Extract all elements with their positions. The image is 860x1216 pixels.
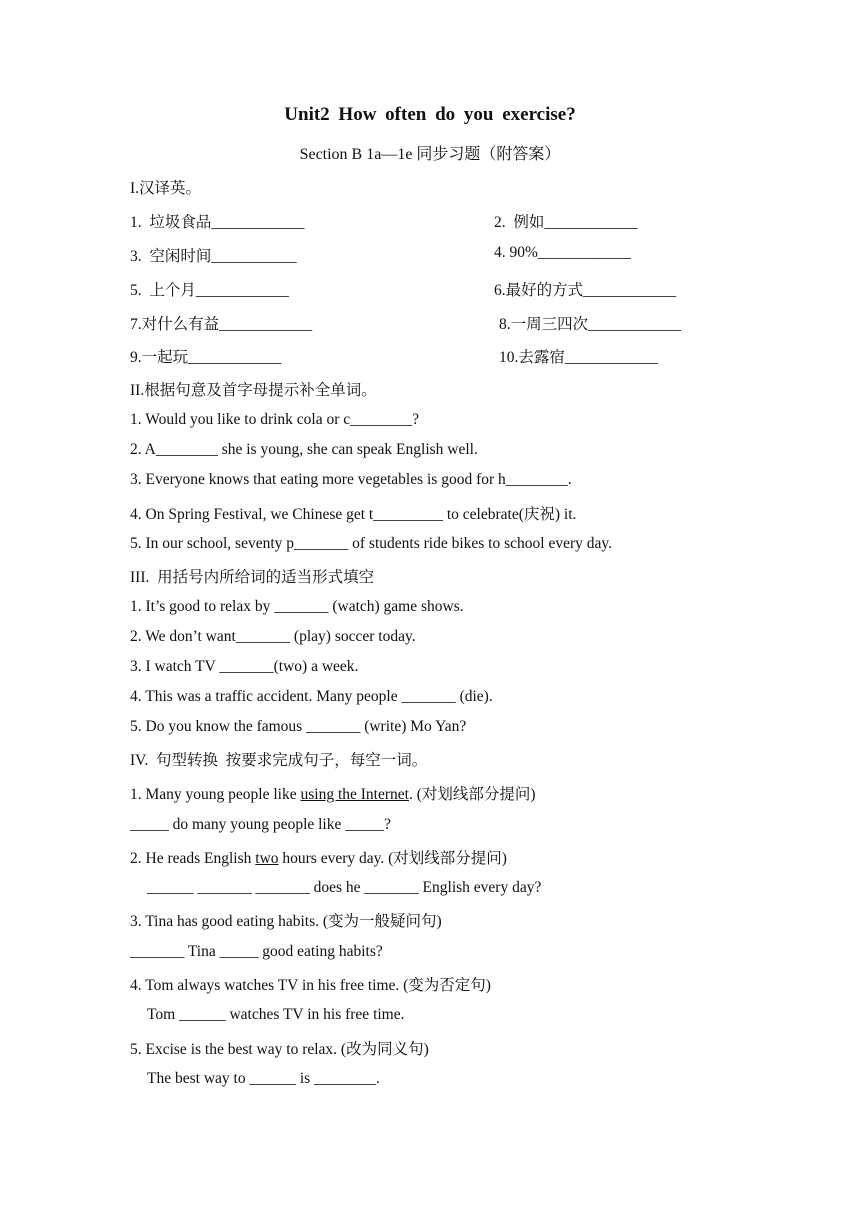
section-2-item: 1. Would you like to drink cola or c________? — [130, 411, 420, 428]
underlined-phrase: two — [255, 850, 279, 867]
question-text: hours every day. (对划线部分提问) — [278, 850, 507, 867]
section-4-question-5: 5. Excise is the best way to relax. (改为同义句) — [130, 1041, 429, 1058]
page-title: Unit2 How often do you exercise? — [284, 104, 576, 125]
section-3-item: 5. Do you know the famous _______ (write) Mo Yan? — [130, 718, 467, 735]
section-3-item: 3. I watch TV _______(two) a week. — [130, 658, 359, 675]
section-1-item: 9.一起玩____________ — [130, 349, 282, 366]
section-1-item: 2. 例如____________ — [494, 214, 638, 231]
section-1-item: 4. 90%____________ — [494, 244, 631, 261]
section-4-question-3: 3. Tina has good eating habits. (变为一般疑问句) — [130, 913, 442, 930]
section-4-answer-3: _______ Tina _____ good eating habits? — [130, 943, 383, 960]
section-1-item: 6.最好的方式____________ — [494, 282, 677, 299]
question-text: . (对划线部分提问) — [408, 786, 536, 803]
section-1-item: 10.去露宿____________ — [499, 349, 658, 366]
section-1-item: 1. 垃圾食品____________ — [130, 214, 305, 231]
section-4-question-1 — [130, 782, 536, 804]
section-3-heading: III. 用括号内所给词的适当形式填空 — [130, 569, 375, 586]
question-text: 1. Many young people like — [130, 786, 301, 803]
section-1-item: 5. 上个月____________ — [130, 282, 289, 299]
section-1-item: 3. 空闲时间___________ — [130, 248, 297, 265]
section-4-answer-5: The best way to ______ is ________. — [147, 1070, 380, 1087]
section-1-item: 7.对什么有益____________ — [130, 316, 313, 333]
section-2-item: 2. A________ she is young, she can speak English well. — [130, 441, 478, 458]
section-1-item: 8.一周三四次____________ — [499, 316, 682, 333]
section-4-question-4: 4. Tom always watches TV in his free time. (变为否定句) — [130, 977, 491, 994]
section-2-item: 3. Everyone knows that eating more vegetables is good for h________. — [130, 471, 572, 488]
section-2-item: 5. In our school, seventy p_______ of students ride bikes to school every day. — [130, 535, 612, 552]
section-4-heading: IV. 句型转换 按要求完成句子，每空一词。 — [130, 752, 428, 769]
section-3-item: 4. This was a traffic accident. Many people _______ (die). — [130, 688, 493, 705]
section-4-question-2 — [130, 846, 507, 868]
question-text: 2. He reads English — [130, 850, 256, 867]
section-3-item: 2. We don’t want_______ (play) soccer today. — [130, 628, 416, 645]
section-3-item: 1. It’s good to relax by _______ (watch) game shows. — [130, 598, 464, 615]
section-2-item: 4. On Spring Festival, we Chinese get t_________ to celebrate(庆祝) it. — [130, 506, 577, 523]
page-subtitle: Section B 1a—1e 同步习题（附答案） — [299, 146, 561, 163]
section-4-answer-2: ______ _______ _______ does he _______ English every day? — [147, 879, 542, 896]
section-4-answer-4: Tom ______ watches TV in his free time. — [147, 1006, 405, 1023]
section-1-heading: I.汉译英。 — [130, 180, 202, 197]
section-4-answer-1: _____ do many young people like _____? — [130, 816, 391, 833]
underlined-phrase: using the Internet — [300, 786, 409, 803]
section-2-heading: II.根据句意及首字母提示补全单词。 — [130, 382, 377, 399]
